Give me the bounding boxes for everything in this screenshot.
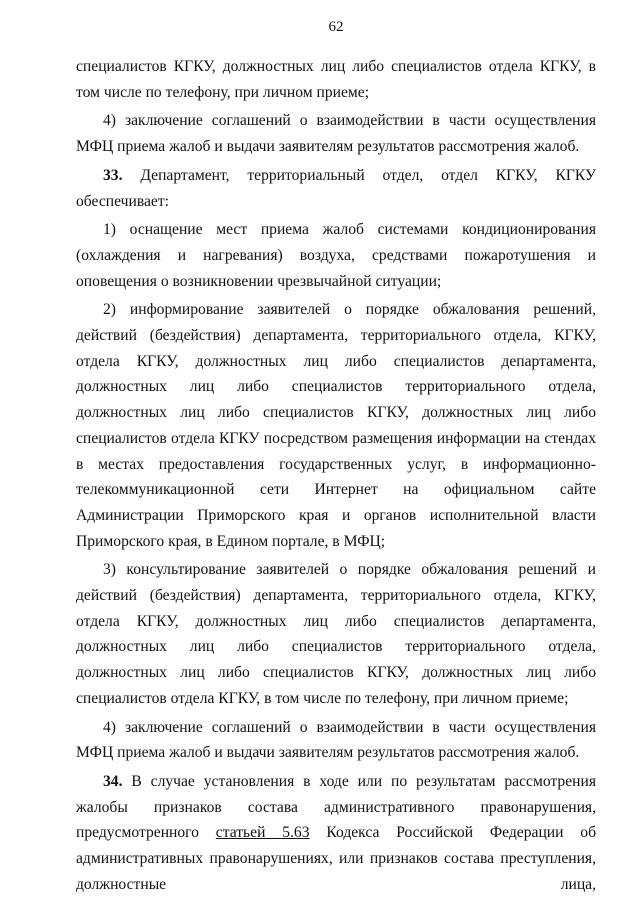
- document-page: [76, 18, 596, 898]
- paragraph-continuation: [76, 54, 596, 105]
- clause-number: 34.: [103, 772, 123, 790]
- page-number: 62: [328, 19, 344, 35]
- paragraph-text: 4) заключение соглашений о взаимодействии в части осуществления МФЦ приема жалоб и выдачи заявителям результатов рассмотрения жалоб.: [76, 112, 596, 156]
- paragraph-clause-33: [76, 163, 596, 214]
- paragraph-item-2: [76, 297, 596, 554]
- paragraph-text: Департамент, территориальный отдел, отдел КГКУ, КГКУ обеспечивает:: [76, 166, 596, 210]
- law-article-link[interactable]: статьей 5.63: [215, 824, 310, 842]
- paragraph-item-4b: [76, 715, 596, 766]
- paragraph-text: Кодекса Российской Федерации об административных правонарушениях, или признаков состава преступления, должностные лица,: [76, 824, 597, 893]
- paragraph-item-3: [76, 557, 596, 711]
- paragraph-clause-34: [76, 769, 596, 898]
- paragraph-item-4: [76, 108, 596, 159]
- paragraph-text: специалистов КГКУ, должностных лиц либо специалистов отдела КГКУ, в том числе по телефону, при личном приеме;: [76, 58, 596, 101]
- paragraph-item-1: [76, 217, 596, 294]
- paragraph-text: 1) оснащение мест приема жалоб системами кондиционирования (охлаждения и нагревания) воздуха, средствами пожаротушения и оповещения о возникновении чрезвычайной ситуации;: [76, 221, 596, 290]
- clause-number: 33.: [103, 166, 123, 184]
- paragraph-text: 4) заключение соглашений о взаимодействии в части осуществления МФЦ приема жалоб и выдачи заявителям результатов рассмотрения жалоб.: [76, 718, 596, 762]
- paragraph-text: 2) информирование заявителей о порядке обжалования решений, действий (бездействия) департамента, территориального отдела, КГКУ, отдела КГКУ, должностных лиц либо специалистов департамента, должностных лиц либо специалистов территориального отдела, должностных лиц либо специалистов КГКУ, должностных лиц либо специалистов отдела КГКУ посредством размещения информации на стендах в местах предоставления государственных услуг, в информационно-телекоммуникационной сети Интернет на официальном сайте Администрации Приморского края и органов исполнительной власти Приморского края, в Едином портале, в МФЦ;: [76, 301, 596, 550]
- paragraph-text: 3) консультирование заявителей о порядке обжалования решений и действий (бездействия) департамента, территориального отдела, КГКУ, отдела КГКУ, должностных лиц либо специалистов департамента, должностных лиц либо специалистов территориального отдела, должностных лиц либо специалистов КГКУ, должностных лиц либо специалистов отдела КГКУ, в том числе по телефону, при личном приеме;: [76, 561, 596, 707]
- paragraph-text: В случае установления в ходе или по результатам рассмотрения жалобы признаков состава административного правонарушения, предусмотренного: [76, 772, 596, 842]
